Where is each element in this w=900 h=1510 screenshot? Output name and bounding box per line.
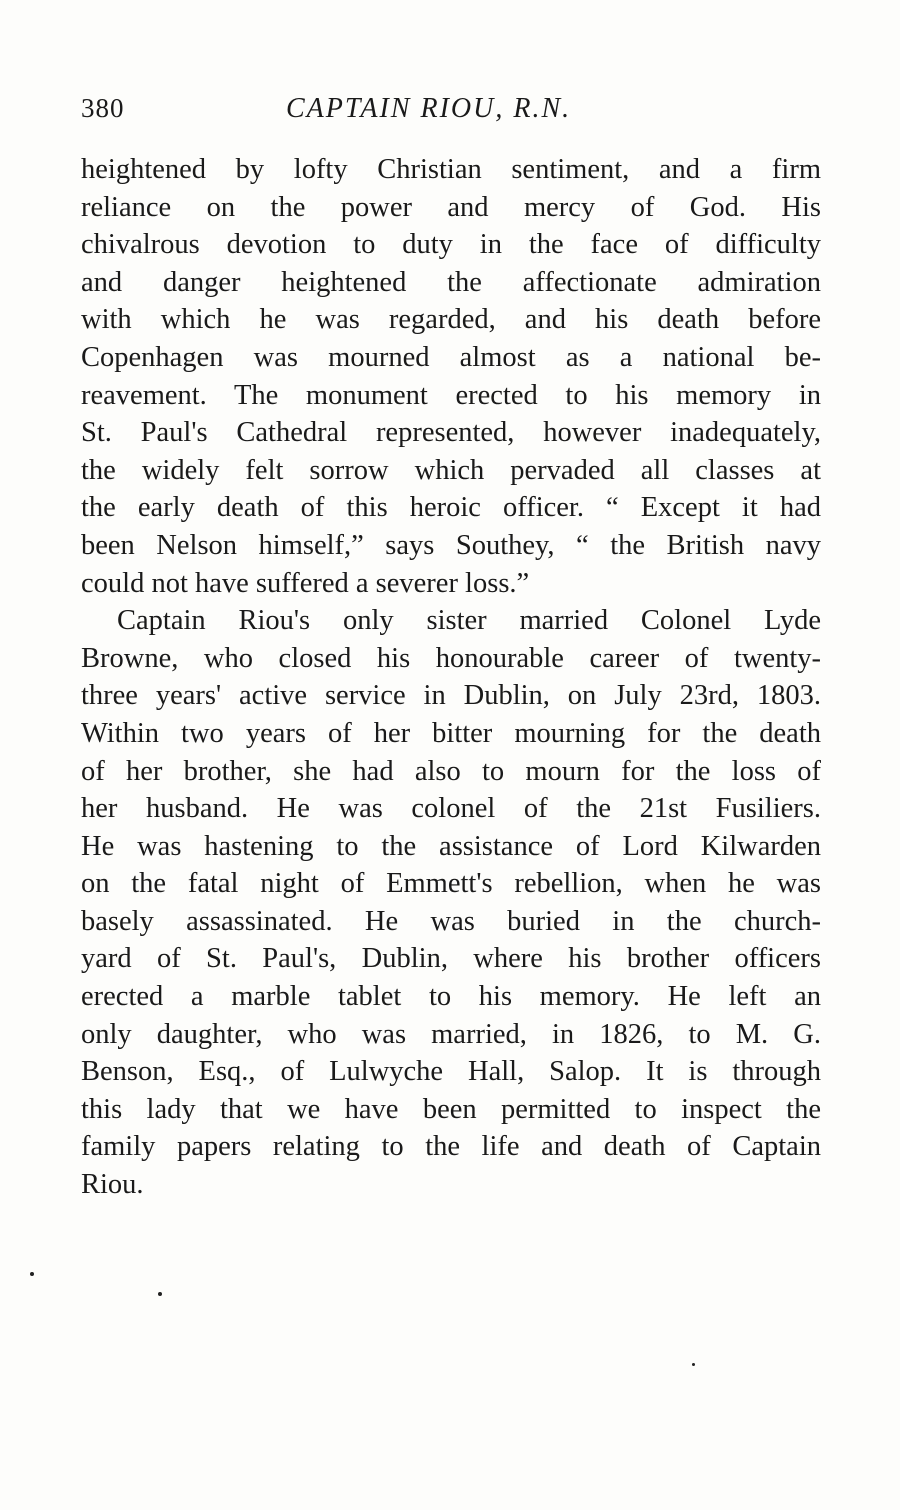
body-text [81,151,821,1204]
text-line: of her brother, she had also to mourn for the loss of [81,755,821,787]
text-line: family papers relating to the life and death of Captain [81,1131,821,1163]
text-line: Captain Riou's only sister married Colonel Lyde [117,605,821,637]
text-line: could not have suffered a severer loss.” [81,567,530,599]
page-number: 380 [81,93,125,123]
running-title: CAPTAIN RIOU, R.N. [286,93,572,124]
text-line: Benson, Esq., of Lulwyche Hall, Salop. It is through [81,1056,821,1088]
text-line: reavement. The monument erected to his memory in [81,379,821,411]
text-line: this lady that we have been permitted to inspect the [81,1093,821,1125]
text-line: and danger heightened the affectionate admiration [81,266,821,298]
text-line: only daughter, who was married, in 1826, to M. G. [81,1018,821,1050]
text-line: erected a marble tablet to his memory. He left an [81,981,821,1013]
text-line: yard of St. Paul's, Dublin, where his brother officers [81,943,821,975]
text-line: been Nelson himself,” says Southey, “ the British navy [81,529,821,561]
text-line: Riou. [81,1169,144,1201]
text-line: Within two years of her bitter mourning for the death [81,717,821,749]
text-line: chivalrous devotion to duty in the face of difficulty [81,229,821,261]
text-line: Browne, who closed his honourable career of twenty- [81,642,821,674]
ink-speck [158,1292,162,1296]
text-line: St. Paul's Cathedral represented, however inadequately, [81,417,821,449]
text-line: with which he was regarded, and his death before [81,304,821,336]
text-line: the early death of this heroic officer. “ Except it had [81,492,821,524]
ink-speck [30,1272,34,1276]
text-line: He was hastening to the assistance of Lord Kilwarden [81,830,821,862]
text-line: three years' active service in Dublin, on July 23rd, 1803. [81,680,821,712]
text-line: on the fatal night of Emmett's rebellion, when he was [81,868,821,900]
ink-speck [692,1363,695,1366]
text-line: basely assassinated. He was buried in the church- [81,905,821,937]
text-line: her husband. He was colonel of the 21st Fusiliers. [81,793,821,825]
text-line: Copenhagen was mourned almost as a national be- [81,341,821,373]
page-header [81,93,821,133]
text-line: reliance on the power and mercy of God. His [81,191,821,223]
text-line: the widely felt sorrow which pervaded all classes at [81,454,821,486]
text-line: heightened by lofty Christian sentiment, and a firm [81,154,821,185]
